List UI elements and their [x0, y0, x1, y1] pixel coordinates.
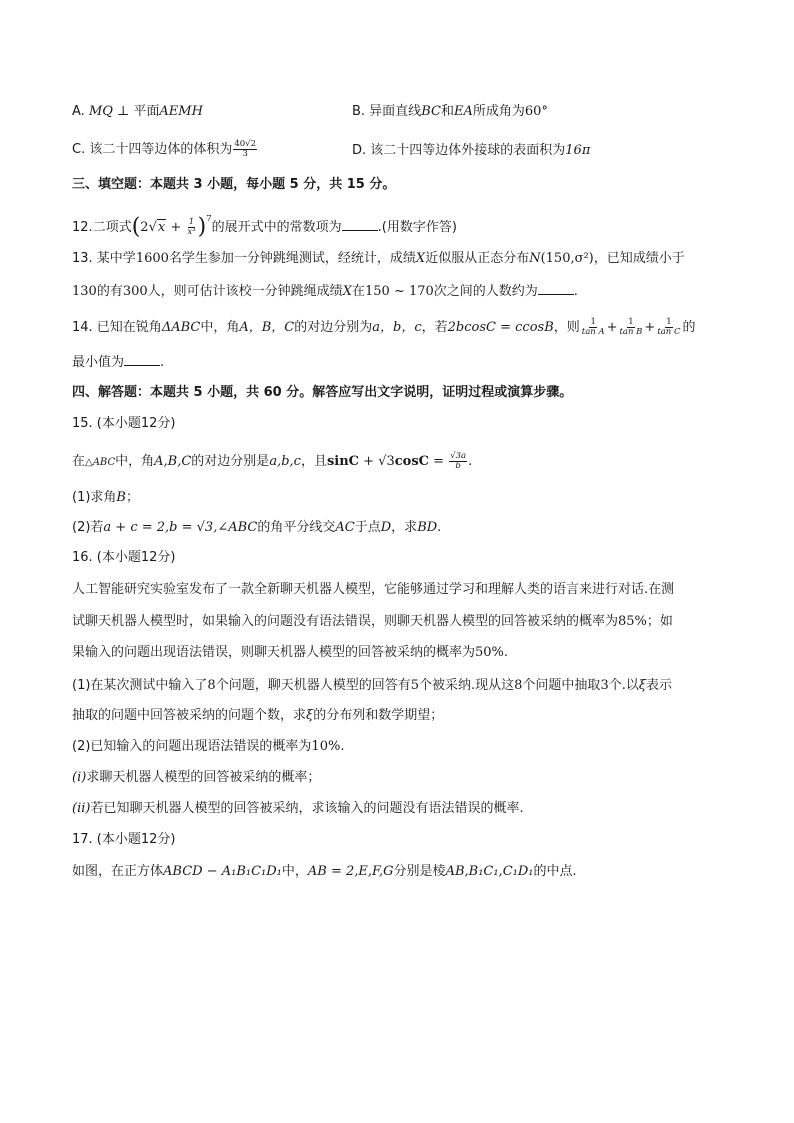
q11-option-d: D. 该二十四等边体外接球的表面积为16π [352, 143, 591, 158]
fraction-tan-b: $\frac{1}{\text{tan B}}$ [619, 317, 643, 337]
q11-option-a: A. MQ ⊥ 平面AEMH [72, 104, 203, 119]
question-13-line-2: 130的有300人，则可估计该校一分钟跳绳成绩X在150 ~ 170次之间的人数约为 . [72, 284, 578, 299]
q11-option-b: B. 异面直线BC和EA所成角为60° [352, 104, 548, 119]
q11-option-c: C. 该二十四等边体的体积为 $\frac{40√2}{3}$ [72, 139, 256, 159]
answer-blank[interactable] [124, 353, 160, 366]
question-17-stem: 如图，在正方体ABCD − A₁B₁C₁D₁中，AB = 2,E,F,G分别是棱AB,B₁C₁,C₁D₁的中点. [72, 864, 577, 879]
question-15-header: 15. (本小题12分) [72, 416, 176, 431]
question-16-line-8: (ii)若已知聊天机器人模型的回答被采纳，求该输入的问题没有语法错误的概率. [72, 801, 524, 816]
question-16-line-6: (2)已知输入的问题出现语法错误的概率为10%. [72, 739, 345, 754]
question-16-header: 16. (本小题12分) [72, 550, 176, 565]
q15-fraction: $\frac{√3a}{b}$ [450, 451, 467, 471]
fraction-tan-a: $\frac{1}{\text{tan A}}$ [581, 317, 605, 337]
answer-blank[interactable] [538, 282, 574, 295]
question-14-line-2: 最小值为 . [72, 355, 165, 370]
section-4-title: 四、解答题：本题共 5 小题，共 60 分。解答应写出文字说明，证明过程或演算步骤。 [72, 385, 573, 400]
volume-fraction: $\frac{40√2}{3}$ [234, 139, 256, 159]
question-13-line-1: 13. 某中学1600名学生参加一分钟跳绳测试，经统计，成绩X近似服从正态分布N(150,σ²)，已知成绩小于 [72, 251, 685, 266]
section-3-title: 三、填空题：本题共 3 小题，每小题 5 分，共 15 分。 [72, 177, 396, 192]
fraction-tan-c: $\frac{1}{\text{tan C}}$ [657, 317, 681, 337]
question-16-line-7: (i)求聊天机器人模型的回答被采纳的概率； [72, 770, 321, 785]
question-16-line-3: 果输入的问题出现语法错误，则聊天机器人模型的回答被采纳的概率为50%. [72, 645, 509, 660]
question-12: 12.二项式(2√x + $\frac{1}{\text{x³}}$ )$^7$的展开式中的常数项为 .(用数字作答) [72, 214, 457, 240]
question-16-line-5: 抽取的问题中回答被采纳的问题个数，求ξ的分布列和数学期望； [72, 708, 444, 723]
question-15-part-2: (2)若a + c = 2,b = √3,∠ABC的角平分线交AC于点D，求BD. [72, 520, 442, 535]
answer-blank[interactable] [342, 218, 378, 231]
question-15-stem: 在△ABC中，角A,B,C的对边分别是a,b,c，且sinC + √3cosC = $\frac{√3a}{b}$ . [72, 451, 473, 471]
question-16-line-1: 人工智能研究实验室发布了一款全新聊天机器人模型，它能够通过学习和理解人类的语言来进行对话.在测 [72, 582, 675, 597]
q12-fraction: $\frac{1}{\text{x³}}$ [187, 217, 196, 237]
question-17-header: 17. (本小题12分) [72, 832, 176, 847]
question-14-line-1: 14. 已知在锐角ΔABC中，角A，B，C的对边分别为a，b，c，若2bcosC = ccosB，则 $\frac{1}{\text{tan A}}$ + $\frac{1}{\text{tan B}}$ + $\frac{1}{\text{tan C}}$ 的 [72, 317, 696, 337]
question-16-line-2: 试聊天机器人模型时，如果输入的问题没有语法错误，则聊天机器人模型的回答被采纳的概率为85%；如 [72, 614, 673, 629]
question-15-part-1: (1)求角B； [72, 490, 139, 505]
question-16-line-4: (1)在某次测试中输入了8个问题，聊天机器人模型的回答有5个被采纳.现从这8个问题中抽取3个.以ξ表示 [72, 678, 673, 693]
